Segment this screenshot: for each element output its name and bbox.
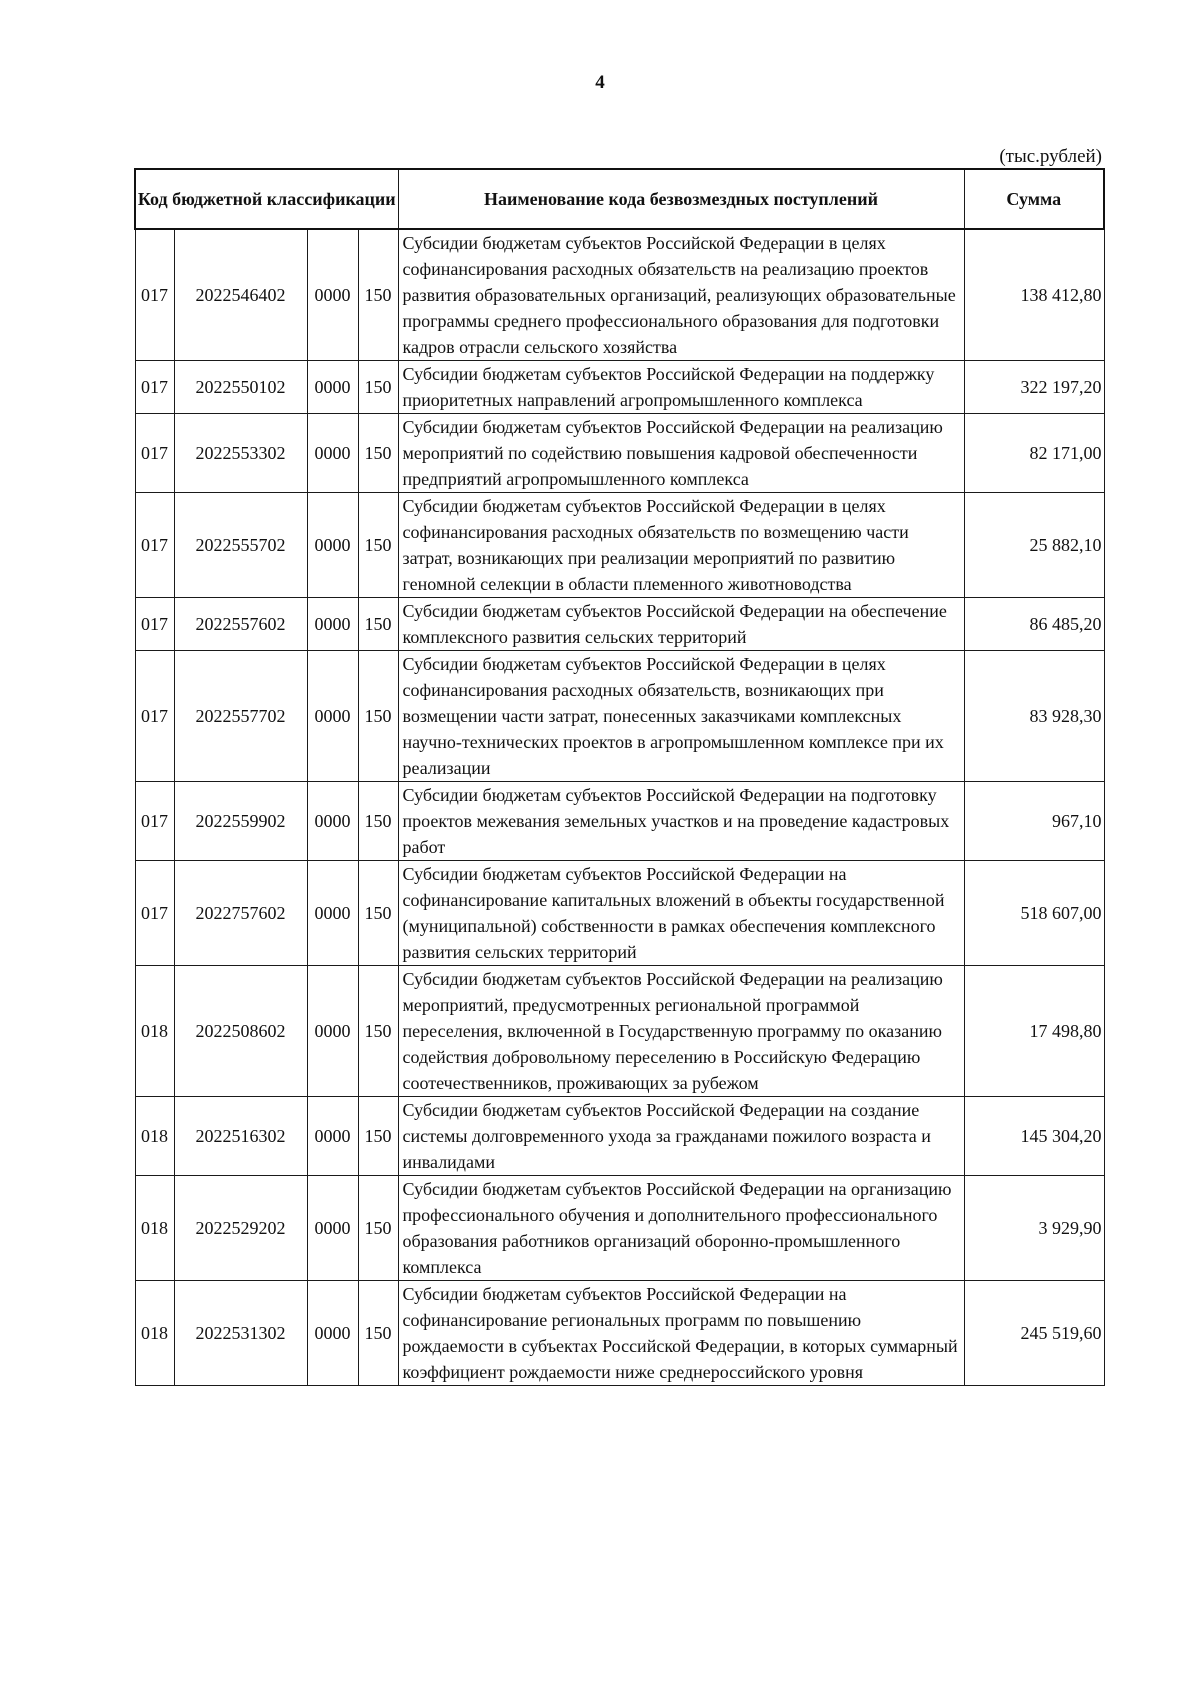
program-code-cell: 0000 xyxy=(307,414,358,493)
program-code-cell: 0000 xyxy=(307,598,358,651)
kind-code-cell: 150 xyxy=(358,493,398,598)
units-label: (тыс.рублей) xyxy=(999,146,1102,167)
kind-code-cell: 150 xyxy=(358,861,398,966)
income-code-cell: 2022559902 xyxy=(174,782,307,861)
admin-code-cell: 018 xyxy=(135,966,174,1097)
admin-code-cell: 018 xyxy=(135,1281,174,1386)
income-name-cell: Субсидии бюджетам субъектов Российской Федерации на создание системы долговременного ухода за гражданами пожилого возраста и инвалидами xyxy=(398,1097,964,1176)
kind-code-cell: 150 xyxy=(358,361,398,414)
program-code-cell: 0000 xyxy=(307,782,358,861)
amount-cell: 322 197,20 xyxy=(964,361,1104,414)
admin-code-cell: 017 xyxy=(135,229,174,361)
table-row xyxy=(135,414,1104,493)
admin-code-cell: 017 xyxy=(135,493,174,598)
kind-code-cell: 150 xyxy=(358,782,398,861)
table-row xyxy=(135,1176,1104,1281)
income-name-cell: Субсидии бюджетам субъектов Российской Федерации в целях софинансирования расходных обязательств по возмещению части затрат, возникающих при реализации мероприятий по развитию геномной селекции в области племенного животноводства xyxy=(398,493,964,598)
table-row xyxy=(135,966,1104,1097)
program-code-cell: 0000 xyxy=(307,493,358,598)
program-code-cell: 0000 xyxy=(307,361,358,414)
income-code-cell: 2022508602 xyxy=(174,966,307,1097)
table-row xyxy=(135,361,1104,414)
income-code-cell: 2022557702 xyxy=(174,651,307,782)
income-name-cell: Субсидии бюджетам субъектов Российской Федерации на обеспечение комплексного развития сельских территорий xyxy=(398,598,964,651)
amount-cell: 82 171,00 xyxy=(964,414,1104,493)
income-code-cell: 2022546402 xyxy=(174,229,307,361)
admin-code-cell: 017 xyxy=(135,598,174,651)
table-row xyxy=(135,861,1104,966)
admin-code-cell: 017 xyxy=(135,361,174,414)
program-code-cell: 0000 xyxy=(307,1176,358,1281)
header-name: Наименование кода безвозмездных поступлений xyxy=(398,169,964,229)
amount-cell: 3 929,90 xyxy=(964,1176,1104,1281)
kind-code-cell: 150 xyxy=(358,229,398,361)
income-code-cell: 2022555702 xyxy=(174,493,307,598)
table-row xyxy=(135,1281,1104,1386)
amount-cell: 25 882,10 xyxy=(964,493,1104,598)
income-name-cell: Субсидии бюджетам субъектов Российской Федерации на поддержку приоритетных направлений агропромышленного комплекса xyxy=(398,361,964,414)
program-code-cell: 0000 xyxy=(307,651,358,782)
income-name-cell: Субсидии бюджетам субъектов Российской Федерации на софинансирование капитальных вложений в объекты государственной (муниципальной) собственности в рамках обеспечения комплексного развития сельских территорий xyxy=(398,861,964,966)
admin-code-cell: 018 xyxy=(135,1176,174,1281)
income-code-cell: 2022550102 xyxy=(174,361,307,414)
program-code-cell: 0000 xyxy=(307,1097,358,1176)
table-row xyxy=(135,1097,1104,1176)
program-code-cell: 0000 xyxy=(307,966,358,1097)
income-code-cell: 2022529202 xyxy=(174,1176,307,1281)
table-row xyxy=(135,651,1104,782)
admin-code-cell: 018 xyxy=(135,1097,174,1176)
header-sum: Сумма xyxy=(964,169,1104,229)
table-row xyxy=(135,598,1104,651)
table-row xyxy=(135,493,1104,598)
income-name-cell: Субсидии бюджетам субъектов Российской Федерации на реализацию мероприятий, предусмотренных региональной программой переселения, включенной в Государственную программу по оказанию содействия добровольному переселению в Российскую Федерацию соотечественников, проживающих за рубежом xyxy=(398,966,964,1097)
income-code-cell: 2022516302 xyxy=(174,1097,307,1176)
kind-code-cell: 150 xyxy=(358,1281,398,1386)
table-header-row xyxy=(135,169,1104,229)
income-code-cell: 2022531302 xyxy=(174,1281,307,1386)
amount-cell: 138 412,80 xyxy=(964,229,1104,361)
table-body xyxy=(135,229,1104,1386)
amount-cell: 967,10 xyxy=(964,782,1104,861)
amount-cell: 83 928,30 xyxy=(964,651,1104,782)
income-code-cell: 2022557602 xyxy=(174,598,307,651)
income-code-cell: 2022757602 xyxy=(174,861,307,966)
income-name-cell: Субсидии бюджетам субъектов Российской Федерации в целях софинансирования расходных обязательств на реализацию проектов развития образовательных организаций, реализующих образовательные программы среднего профессионального образования для подготовки кадров отрасли сельского хозяйства xyxy=(398,229,964,361)
amount-cell: 86 485,20 xyxy=(964,598,1104,651)
income-name-cell: Субсидии бюджетам субъектов Российской Федерации на подготовку проектов межевания земельных участков и на проведение кадастровых работ xyxy=(398,782,964,861)
kind-code-cell: 150 xyxy=(358,598,398,651)
page-number: 4 xyxy=(595,72,605,93)
table-row xyxy=(135,782,1104,861)
income-name-cell: Субсидии бюджетам субъектов Российской Федерации в целях софинансирования расходных обязательств, возникающих при возмещении части затрат, понесенных заказчиками комплексных научно-технических проектов в агропромышленном комплексе при их реализации xyxy=(398,651,964,782)
admin-code-cell: 017 xyxy=(135,414,174,493)
amount-cell: 518 607,00 xyxy=(964,861,1104,966)
kind-code-cell: 150 xyxy=(358,966,398,1097)
admin-code-cell: 017 xyxy=(135,782,174,861)
admin-code-cell: 017 xyxy=(135,861,174,966)
amount-cell: 245 519,60 xyxy=(964,1281,1104,1386)
income-name-cell: Субсидии бюджетам субъектов Российской Федерации на организацию профессионального обучения и дополнительного профессионального образования работников организаций оборонно-промышленного комплекса xyxy=(398,1176,964,1281)
income-name-cell: Субсидии бюджетам субъектов Российской Федерации на софинансирование региональных программ по повышению рождаемости в субъектах Российской Федерации, в которых суммарный коэффициент рождаемости ниже среднероссийского уровня xyxy=(398,1281,964,1386)
program-code-cell: 0000 xyxy=(307,1281,358,1386)
kind-code-cell: 150 xyxy=(358,1097,398,1176)
kind-code-cell: 150 xyxy=(358,1176,398,1281)
admin-code-cell: 017 xyxy=(135,651,174,782)
table-row xyxy=(135,229,1104,361)
program-code-cell: 0000 xyxy=(307,229,358,361)
kind-code-cell: 150 xyxy=(358,651,398,782)
kind-code-cell: 150 xyxy=(358,414,398,493)
header-code: Код бюджетной классификации xyxy=(135,169,398,229)
budget-table xyxy=(134,168,1105,1386)
amount-cell: 17 498,80 xyxy=(964,966,1104,1097)
amount-cell: 145 304,20 xyxy=(964,1097,1104,1176)
program-code-cell: 0000 xyxy=(307,861,358,966)
income-name-cell: Субсидии бюджетам субъектов Российской Федерации на реализацию мероприятий по содействию повышения кадровой обеспеченности предприятий агропромышленного комплекса xyxy=(398,414,964,493)
income-code-cell: 2022553302 xyxy=(174,414,307,493)
